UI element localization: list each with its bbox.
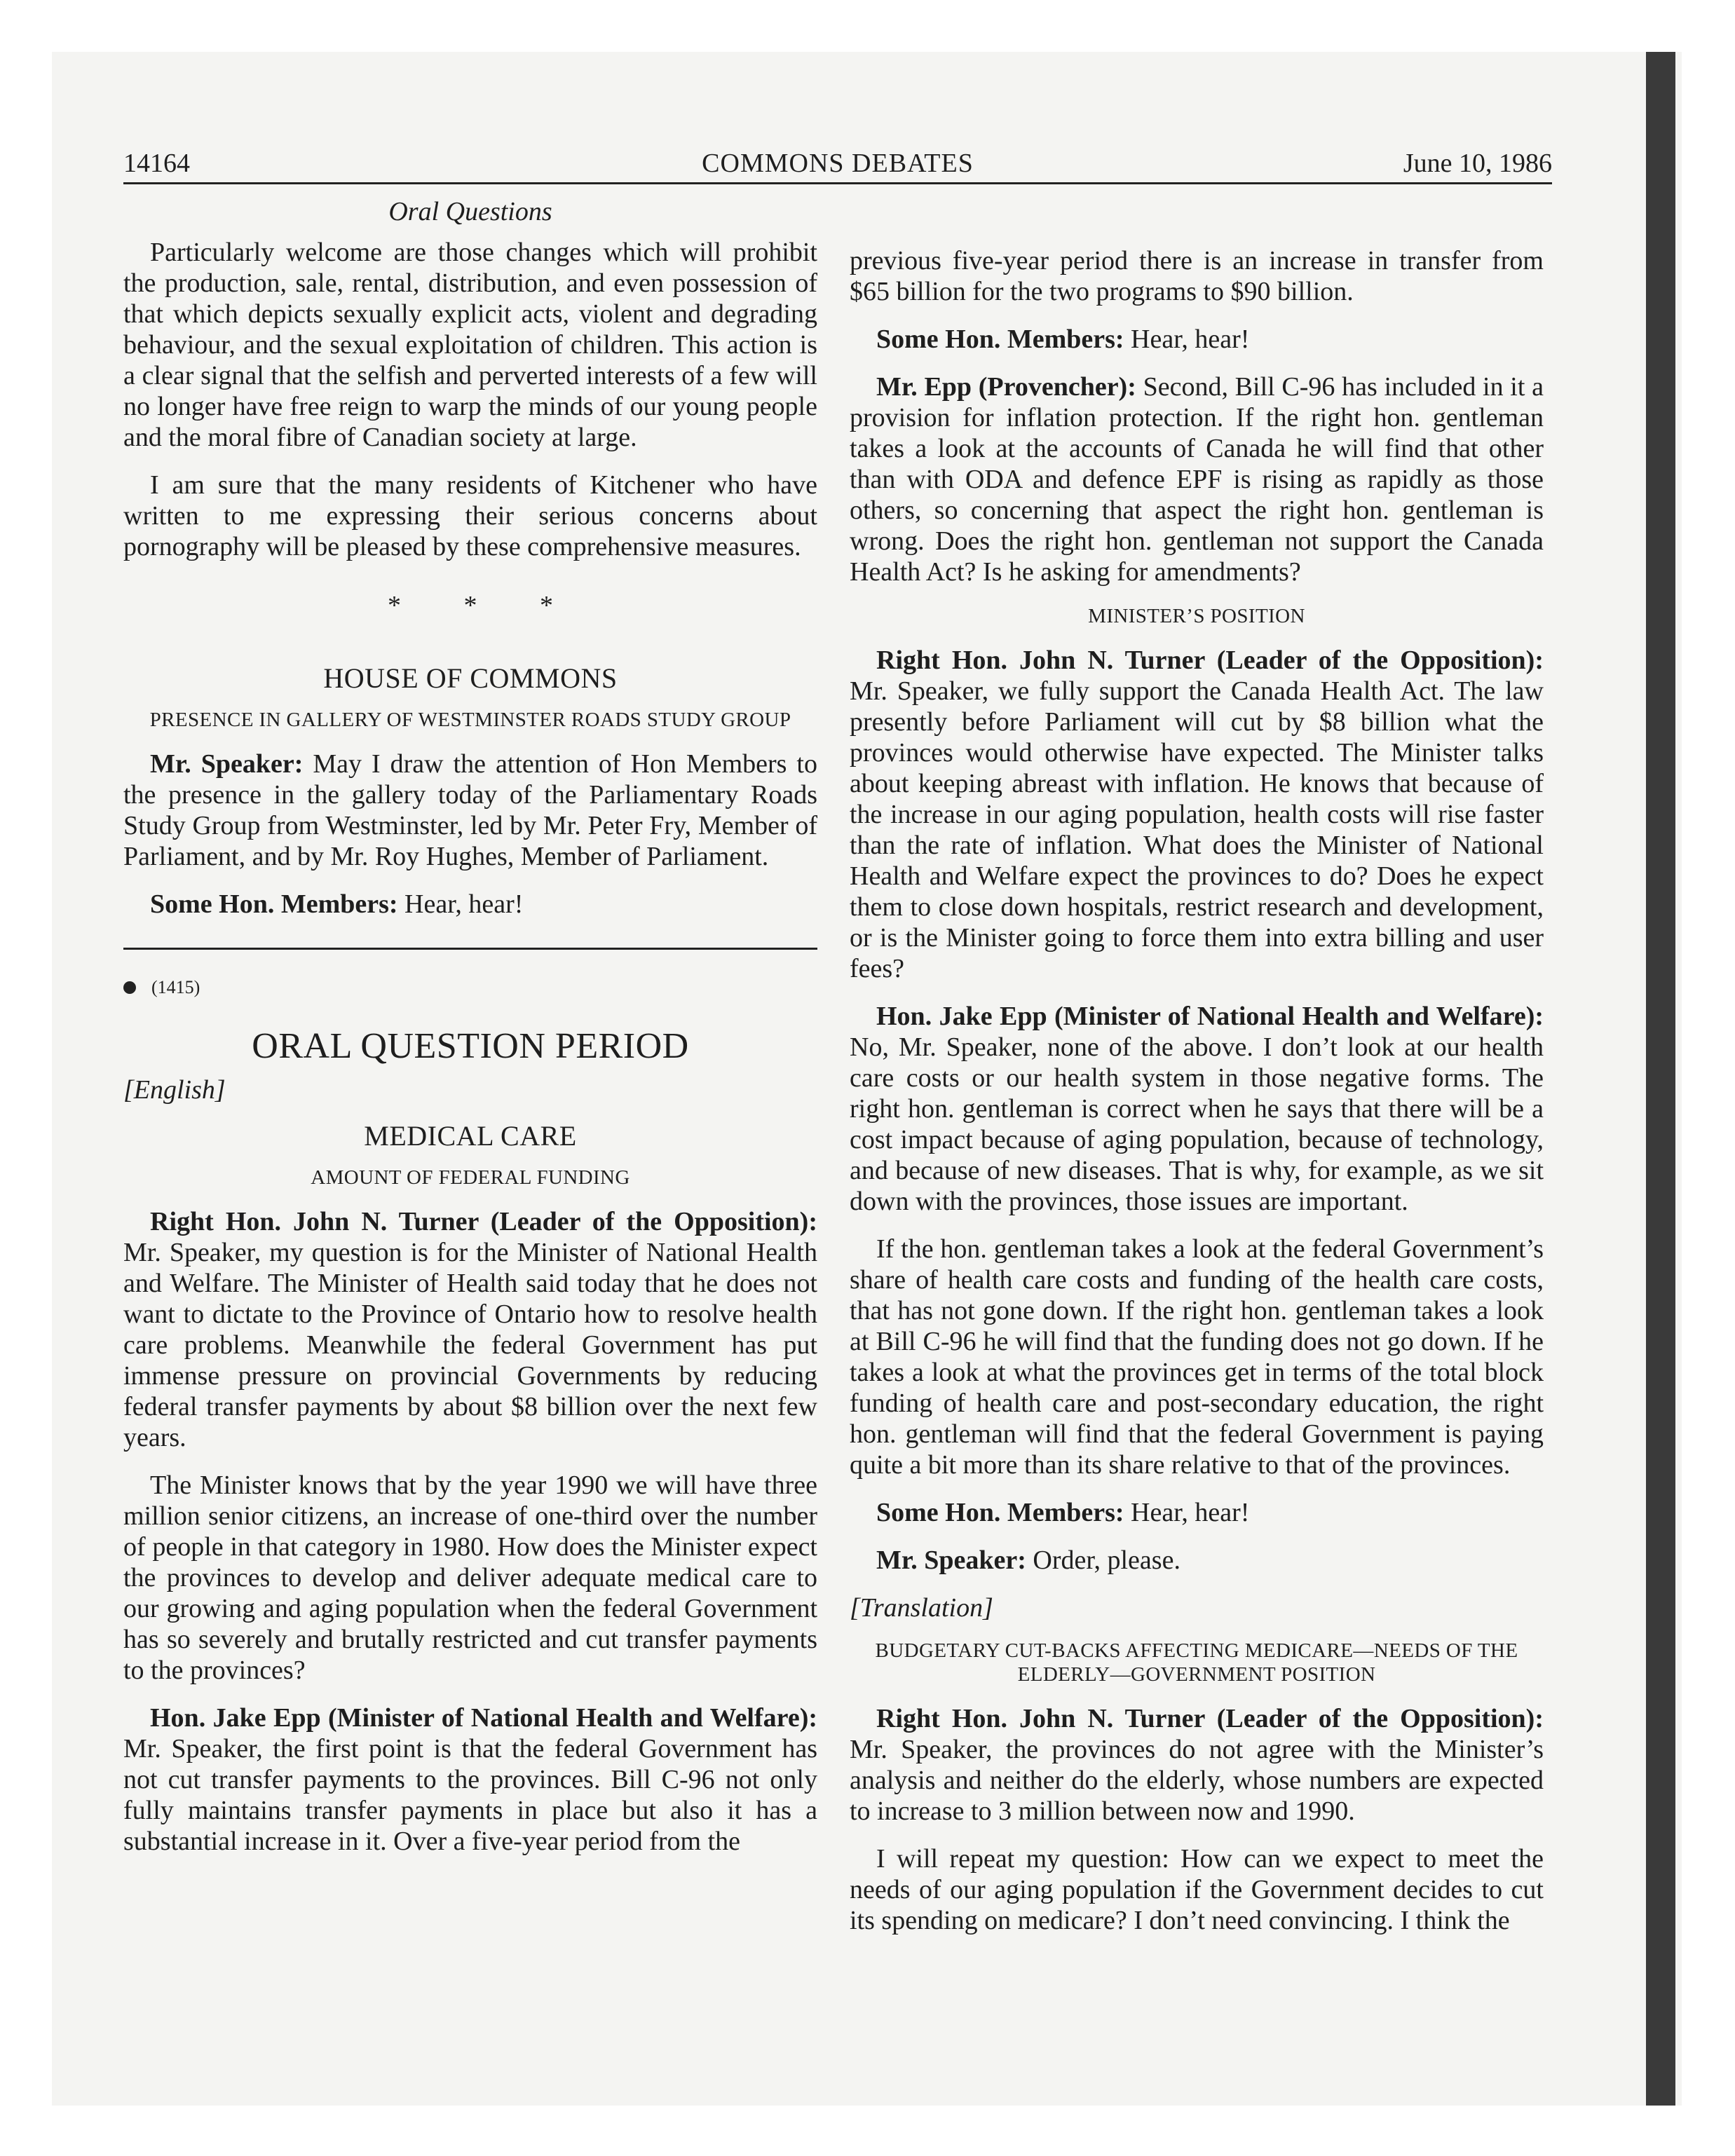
speech-text: May I draw the attention of Hon Members to the presence in the gallery today of the Parliamentary Roads Study Group from Westminster, led by Mr. Peter Fry, Member of Parliament, and by Mr. Roy Hughes, Member of Parliament. [123, 749, 817, 871]
speaker-name: Hon. Jake Epp (Minister of National Health and Welfare): [876, 1002, 1544, 1031]
subheading-ministers-position: MINISTER’S POSITION [1088, 605, 1305, 627]
paragraph [123, 1206, 817, 1453]
speaker-name: Mr. Speaker: [876, 1546, 1026, 1575]
paragraph [123, 1703, 817, 1857]
speech-text: Hear, hear! [397, 889, 524, 919]
speech-text: No, Mr. Speaker, none of the above. I don’t look at our health care costs or our health system in those negative forms. The right hon. gentleman is correct when he says that there will be a cost impact because of aging population, because of technology, and because of new diseases. That is why, for example, as we sit down with the provinces, those issues are important. [850, 1032, 1544, 1216]
heading-house-of-commons: HOUSE OF COMMONS [323, 662, 618, 694]
paragraph: Particularly welcome are those changes which will prohibit the production, sale, rental, distribution, and even possession of that which depicts sexually explicit acts, violent and degrading behaviour, and the sexual exploitation of children. This action is a clear signal that the selfish and perverted interests of a few will no longer have free reign to warp the minds of our young people and the moral fibre of Canadian society at large. [123, 238, 817, 452]
paragraph: I will repeat my question: How can we expect to meet the needs of our aging population if the Government decides to cut its spending on medicare? I don’t need convincing. I think the [850, 1844, 1544, 1935]
subheading-budgetary-cutbacks: BUDGETARY CUT-BACKS AFFECTING MEDICARE—NEEDS OF THE ELDERLY—GOVERNMENT POSITION [875, 1639, 1518, 1686]
speaker-name: Right Hon. John N. Turner (Leader of the Opposition): [150, 1207, 817, 1236]
speaker-name: Right Hon. John N. Turner (Leader of the Opposition): [876, 646, 1544, 675]
speaker-name: Mr. Epp (Provencher): [876, 372, 1136, 402]
speaker-name: Some Hon. Members: [150, 889, 398, 919]
speech-text: Hear, hear! [1124, 325, 1250, 354]
paragraph: I am sure that the many residents of Kitchener who have written to me expressing their serious concerns about pornography will be pleased by these comprehensive measures. [123, 470, 817, 561]
timestamp-text: (1415) [151, 977, 200, 997]
paragraph [123, 749, 817, 872]
speech-text: Hear, hear! [1124, 1498, 1250, 1527]
paragraph [850, 1703, 1544, 1827]
subheading-gallery: PRESENCE IN GALLERY OF WESTMINSTER ROADS STUDY GROUP [149, 709, 791, 731]
speaker-name: Mr. Speaker: [150, 749, 304, 779]
page-number: 14164 [123, 149, 190, 178]
speech-text: Mr. Speaker, my question is for the Minister of National Health and Welfare. The Minister of Health said today that he does not want to dictate to the Province of Ontario how to resolve health care problems. Meanwhile the federal Government has put immense pressure on provincial Governments by reducing federal transfer payments by about $8 billion over the next few years. [123, 1238, 817, 1452]
issue-date: June 10, 1986 [1403, 149, 1552, 178]
section-label: Oral Questions [388, 197, 552, 226]
speaker-name: Hon. Jake Epp (Minister of National Health and Welfare): [150, 1703, 817, 1733]
subheading-federal-funding: AMOUNT OF FEDERAL FUNDING [311, 1166, 630, 1189]
language-tag: [English] [123, 1075, 226, 1105]
paragraph [850, 1001, 1544, 1217]
speaker-name: Some Hon. Members: [876, 325, 1124, 354]
timestamp [123, 972, 817, 1003]
speech-text: Mr. Speaker, the first point is that the federal Government has not cut transfer payments to the provinces. Bill C-96 not only fully maintains transfer payments in place but also it has a substantial increase in it. Over a five-year period from the [123, 1734, 817, 1856]
speech-text: Mr. Speaker, we fully support the Canada Health Act. The law presently before Parliament will cut by $8 billion what the provinces would otherwise have expected. The Minister talks about keeping abreast with inflation. He knows that because of the increase in our aging population, health costs will rise faster than the rate of inflation. What does the Minister of National Health and Welfare expect the provinces to do? Does he expect them to close down hospitals, restrict research and development, or is the Minister going to force them into extra billing and user fees? [850, 676, 1544, 983]
paragraph [850, 324, 1544, 355]
paragraph: The Minister knows that by the year 1990 we will have three million senior citizens, an increase of one-third over the number of people in that category in 1980. How does the Minister expect the provinces to develop and deliver adequate medical care to our growing and aging population when the federal Government has so severely and brutally restricted and cut transfer payments to the provinces? [123, 1471, 817, 1685]
speech-text: Second, Bill C-96 has included in it a provision for inflation protection. If the right hon. gentleman takes a look at the accounts of Canada he will find that other than with ODA and defence EPF is rising as rapidly as those others, so concerning that aspect the right hon. gentleman is wrong. Does the right hon. gentleman not support the Canada Health Act? Is he asking for amendments? [850, 372, 1544, 587]
heading-oral-question-period: ORAL QUESTION PERIOD [252, 1026, 689, 1066]
paragraph: previous five-year period there is an increase in transfer from $65 billion for the two programs to $90 billion. [850, 246, 1544, 306]
left-column [123, 196, 817, 1874]
heading-medical-care: MEDICAL CARE [364, 1120, 577, 1152]
bullet-icon [123, 981, 136, 994]
publication-title: COMMONS DEBATES [702, 149, 974, 178]
paragraph [850, 371, 1544, 587]
section-break-stars: * * * [388, 591, 581, 620]
scan-edge-shadow [1646, 52, 1675, 2106]
speech-text: Order, please. [1026, 1546, 1181, 1575]
paragraph [850, 645, 1544, 984]
paragraph [123, 889, 817, 920]
right-column [850, 245, 1544, 1953]
speaker-name: Right Hon. John N. Turner (Leader of the Opposition): [876, 1704, 1544, 1733]
speech-text: Mr. Speaker, the provinces do not agree with the Minister’s analysis and neither do the elderly, whose numbers are expected to increase to 3 million between now and 1990. [850, 1735, 1544, 1826]
paragraph [850, 1497, 1544, 1528]
running-head [123, 144, 1552, 184]
horizontal-rule [123, 948, 817, 950]
speaker-name: Some Hon. Members: [876, 1498, 1124, 1527]
language-tag: [Translation] [850, 1593, 993, 1623]
paragraph [850, 1545, 1544, 1576]
paragraph: If the hon. gentleman takes a look at the federal Government’s share of health care costs and funding of the health care costs, that has not gone down. If the right hon. gentleman takes a look at Bill C-96 he will find that the funding does not go down. If he takes a look at what the provinces get in terms of the total block funding of health care and post-secondary education, the right hon. gentleman will find that the federal Government is paying quite a bit more than its share relative to that of the provinces. [850, 1234, 1544, 1480]
